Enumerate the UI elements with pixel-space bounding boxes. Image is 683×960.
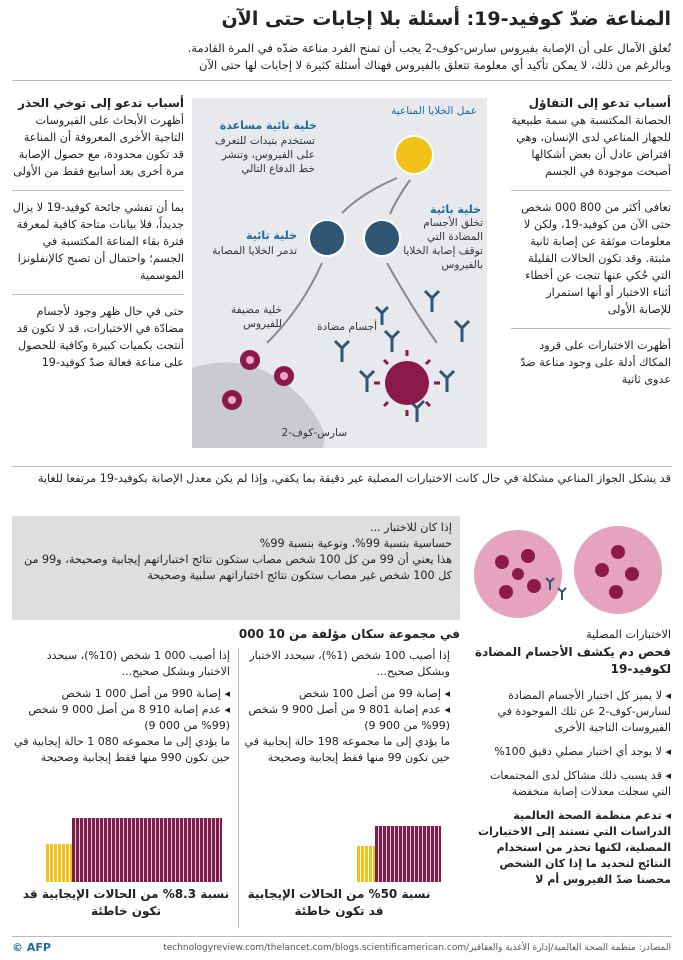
grid-case2-yellow (46, 844, 72, 882)
bcell-title: خلية بائية (430, 203, 481, 216)
optimism-heading: أسباب تدعو إلى التفاؤل (528, 96, 671, 110)
optimism-p3: أظهرت الاختبارات على قرود المكاك أدلة على وجود مناعة ضدّ عدوى ثانية (520, 339, 671, 386)
host-label: خلية مضيفة للفيروس (231, 304, 282, 330)
helper-text: تستخدم بتيدات للتعرف على الفيروس، وتنشر خط الدفاع التالي (214, 135, 315, 175)
passport-text: قد يشكل الجواز المناعي مشكلة في حال كانت الاختبارات المصلية غير دقيقة بما يكفي، وإذا لم يكن معدل الإصابة بكوفيد-19 مرتفعا للغاية (37, 472, 671, 485)
case-1: إذا أصيب 100 شخص (1%)، سيحدد الاختبار وبشكل صحيح... ◂ إصابة 99 من أصل 100 شخص ◂ عدم إصابة 801 9 من أصل 900 9 شخص (99% من 900 9) ما يؤدي إلى ما مجموعه 198 حالة إيجابية في حين تكون 99 منها فقط إيجابية وصحيحة (244, 649, 450, 764)
serology-caption: الاختبارات المصلية (586, 628, 671, 641)
virus-large (374, 350, 440, 416)
sources: المصادر: منظمة الصحة العالمية/إدارة الأغذية والعقاقير/technologyreview.com/thelancet.com/blogs.scientificamerican.com (163, 943, 671, 953)
grid-case1-yellow (357, 846, 375, 882)
dish-right (574, 526, 662, 614)
grid-case2-magenta (72, 818, 222, 882)
caution-p2: بما أن تفشي جائحة كوفيد-19 لا يزال جديداً، فلا بيانات متاحة كافية لمعرفة فترة بقاء المناعة المكتسبة في الجسم؛ واحتمال أن تصبح كالإنفلونزا الموسمية (12, 201, 184, 282)
case-2: إذا أصيب 000 1 شخص (10%)، سيحدد الاختبار وبشكل صحيح... ◂ إصابة 990 من أصل 000 1 شخص ◂ عدم إصابة 910 8 من أصل 000 9 شخص (99% من 000 9) ما يؤدي إلى ما مجموعه 080 1 حالة إيجابية في حين تكون 990 منها فقط إيجابية وصحيحة (14, 649, 230, 764)
arrow-to-virus (387, 263, 437, 343)
page-title: المناعة ضدّ كوفيد-19: أسئلة بلا إجابات حتى الآن (221, 8, 671, 30)
bcell-text: تخلق الأجسام المضادة التي توقف إصابة الخلايا بالفيروس (403, 217, 483, 271)
afp-logo: © AFP (12, 941, 51, 954)
diagram-title: عمل الخلايا المناعية (391, 105, 477, 117)
virus-label: سارس-كوف-2 (281, 427, 347, 439)
virus-small-1 (240, 350, 260, 370)
grid-case1-magenta (375, 826, 441, 882)
b-cell (364, 220, 400, 256)
helper-t-cell (395, 136, 433, 174)
population-heading: في مجموعة سكان مؤلفة من 10 000 (238, 627, 460, 641)
virus-small-2 (274, 366, 294, 386)
immune-diagram (192, 98, 487, 448)
caution-p3: حتى في حال ظهر وجود لأجسام مضادّة في الاختبارات، قد لا تكون قد أنتجت بكميات كبيرة وكافية للحصول على مناعة فعالة ضدّ كوفيد-19 (16, 305, 184, 369)
caution-heading: أسباب تدعو إلى توخي الحذر (18, 96, 184, 110)
helper-title: خلية تائية مساعدة (219, 119, 317, 132)
antibodies-label: أجسام مضادة (317, 321, 377, 333)
caution-p1: أظهرت الأبحاث على الفيروسات التاجية الأخرى المعروفة أن المناعة قد تكون محدودة، مع حصول الإصابة مرة أخرى بعد أسابيع فقط من الأولى (13, 114, 184, 178)
case-2-percent: نسبة 8.3% من الحالات الإيجابية قد تكون خاطئة (22, 887, 230, 918)
optimism-p1: الحصانة المكتسبة هي سمة طبيعية للجهاز المناعي لدى الإنسان، وهي افتراض عادل أن بعض أشكالها أصبحت موجودة في الجسم (511, 114, 671, 178)
serology-art (470, 522, 670, 622)
case-1-percent: نسبة 50% من الحالات الإيجابية قد تكون خاطئة (247, 887, 431, 918)
optimism-section (511, 95, 671, 388)
serology-bullets: ◂ لا يميز كل اختبار الأجسام المضادة لسارس-كوف-2 عن تلك الموجودة في الفيروسات التاجية الأخرى ◂ لا يوجد أي اختبار مصلي دقيق 100% ◂ قد يسبب ذلك مشاكل لدى المجتمعات التي سجلت معدلات إصابة منخفضة ◂ تدعم منظمة الصحة العالمية الدراسات التي تستند إلى الاختبارات المصلية، لكنها تحذر من استخدام النتائج لتحديد ما إذا كان الشخص محصنا ضدّ الفيروس أم لا (477, 689, 671, 886)
intro-text: تُعلق الآمال على أن الإصابة بفيروس سارس-كوف-2 يجب أن تمنح الفرد مناعة ضدّه في المرة القادمة. وبالرغم من ذلك، لا يمكن تأكيد أي معلومة تتعلق بالفيروس فهناك أسئلة كثيرة لا إجابات لها حتى الآن (187, 41, 671, 72)
t-cell (309, 220, 345, 256)
caution-section (12, 95, 184, 371)
scenario-text: إذا كان للاختبار ... حساسية بنسبة 99%، ونوعية بنسبة 99% هذا يعني أن 99 من كل 100 شخص مصاب ستكون نتائج اختباراتهم إيجابية وصحيحة، و99 من كل 100 شخص غير مصاب ستكون نتائج اختباراتهم سلبية وصحيحة (23, 521, 452, 582)
arrow-to-tcell (342, 178, 397, 213)
tcell-title: خلية تائية (246, 229, 297, 242)
tcell-text: تدمر الخلايا المصابة (212, 245, 297, 257)
serology-heading: فحص دم يكشف الأجسام المضادة لكوفيد-19 (475, 645, 671, 676)
optimism-p2: تعافى أكثر من 800 000 شخص حتى الآن من كوفيد-19، ولكن لا معلومات موثقة عن إصابة ثانية مثبتة. وقد تكون الحالات القليلة التي حُكي عنها تنجت عن أخطاء أثناء الاختبار أو أنها استمرار للإصابة الأولى (521, 201, 671, 316)
virus-small-3 (222, 390, 242, 410)
